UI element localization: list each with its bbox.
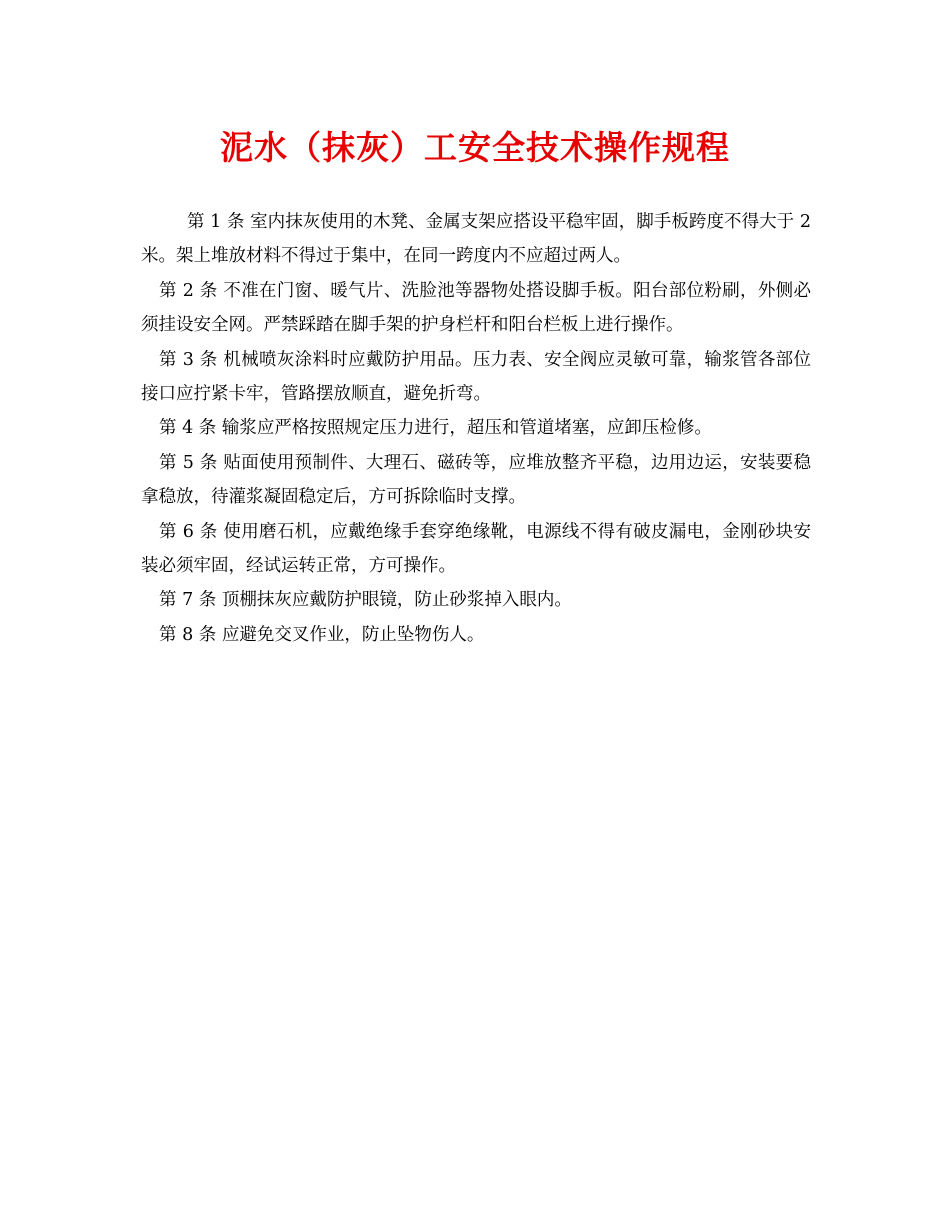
article-4: 第 4 条 输浆应严格按照规定压力进行，超压和管道堵塞，应卸压检修。 [159,418,712,439]
article-3: 第 3 条 机械喷灰涂料时应戴防护用品。压力表、安全阀应灵敏可靠，输浆管各部位接口应拧紧卡牢，管路摆放顺直，避免折弯。 [141,349,811,405]
article-1: 第 1 条 室内抹灰使用的木凳、金属支架应搭设平稳牢固，脚手板跨度不得大于 2 米。架上堆放材料不得过于集中，在同一跨度内不应超过两人。 [141,212,811,267]
document-body [141,205,811,652]
article-6: 第 6 条 使用磨石机，应戴绝缘手套穿绝缘靴，电源线不得有破皮漏电，金刚砂块安装必须牢固，经试运转正常，方可操作。 [141,521,811,577]
article-5: 第 5 条 贴面使用预制件、大理石、磁砖等，应堆放整齐平稳，边用边运，安装要稳拿稳放，待灌浆凝固稳定后，方可拆除临时支撑。 [141,452,811,508]
article-2: 第 2 条 不准在门窗、暖气片、洗脸池等器物处搭设脚手板。阳台部位粉刷，外侧必须挂设安全网。严禁踩踏在脚手架的护身栏杆和阳台栏板上进行操作。 [141,280,811,336]
article-8: 第 8 条 应避免交叉作业，防止坠物伤人。 [159,624,485,645]
article-7: 第 7 条 顶棚抹灰应戴防护眼镜，防止砂浆掉入眼内。 [159,590,572,611]
document-title: 泥水（抹灰）工安全技术操作规程 [220,128,730,167]
